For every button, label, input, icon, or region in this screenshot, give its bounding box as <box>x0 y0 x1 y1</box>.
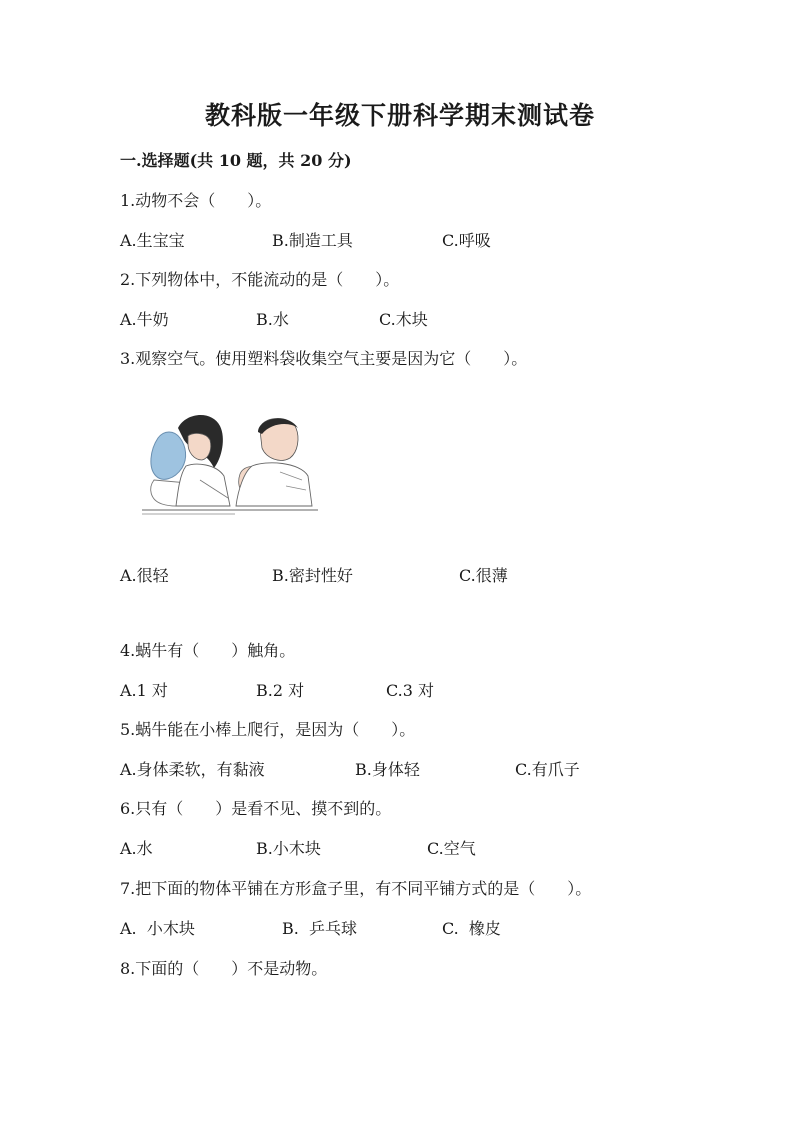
question-3-stem: 3.观察空气。使用塑料袋收集空气主要是因为它（ ）。 <box>120 349 528 368</box>
question-6-option-b: B.小木块 <box>256 839 321 858</box>
question-1-option-b: B.制造工具 <box>272 231 353 250</box>
question-7-option-b: B. 乒乓球 <box>282 919 358 938</box>
question-8-stem: 8.下面的（ ）不是动物。 <box>120 959 328 978</box>
question-7-option-a: A. 小木块 <box>120 919 195 938</box>
question-4-option-c: C.3 对 <box>386 681 435 700</box>
question-1-option-c: C.呼吸 <box>442 231 491 250</box>
question-4-option-b: B.2 对 <box>256 681 305 700</box>
question-5-stem: 5.蜗牛能在小棒上爬行，是因为（ ）。 <box>120 720 416 739</box>
children-with-plastic-bag-illustration <box>140 410 320 520</box>
section-heading: 一.选择题(共 10 题，共 20 分) <box>120 151 352 170</box>
page-title: 教科版一年级下册科学期末测试卷 <box>204 101 595 130</box>
question-5-option-b: B.身体轻 <box>355 760 420 779</box>
question-2-option-c: C.木块 <box>379 310 428 329</box>
question-5-option-a: A.身体柔软，有黏液 <box>120 760 265 779</box>
question-2-option-a: A.牛奶 <box>120 310 169 329</box>
question-4-stem: 4.蜗牛有（ ）触角。 <box>120 641 296 660</box>
question-1-option-a: A.生宝宝 <box>120 231 185 250</box>
question-1-stem: 1.动物不会（ ）。 <box>120 191 272 210</box>
question-6-stem: 6.只有（ ）是看不见、摸不到的。 <box>120 799 392 818</box>
question-3-option-b: B.密封性好 <box>272 566 353 585</box>
question-3-option-c: C.很薄 <box>459 566 508 585</box>
question-7-stem: 7.把下面的物体平铺在方形盒子里，有不同平铺方式的是（ ）。 <box>120 879 592 898</box>
question-6-option-a: A.水 <box>120 839 153 858</box>
question-5-option-c: C.有爪子 <box>515 760 580 779</box>
question-4-option-a: A.1 对 <box>120 681 168 700</box>
question-2-option-b: B.水 <box>256 310 289 329</box>
question-2-stem: 2.下列物体中，不能流动的是（ ）。 <box>120 270 400 289</box>
question-6-option-c: C.空气 <box>427 839 476 858</box>
question-3-option-a: A.很轻 <box>120 566 169 585</box>
question-7-option-c: C. 橡皮 <box>442 919 501 938</box>
